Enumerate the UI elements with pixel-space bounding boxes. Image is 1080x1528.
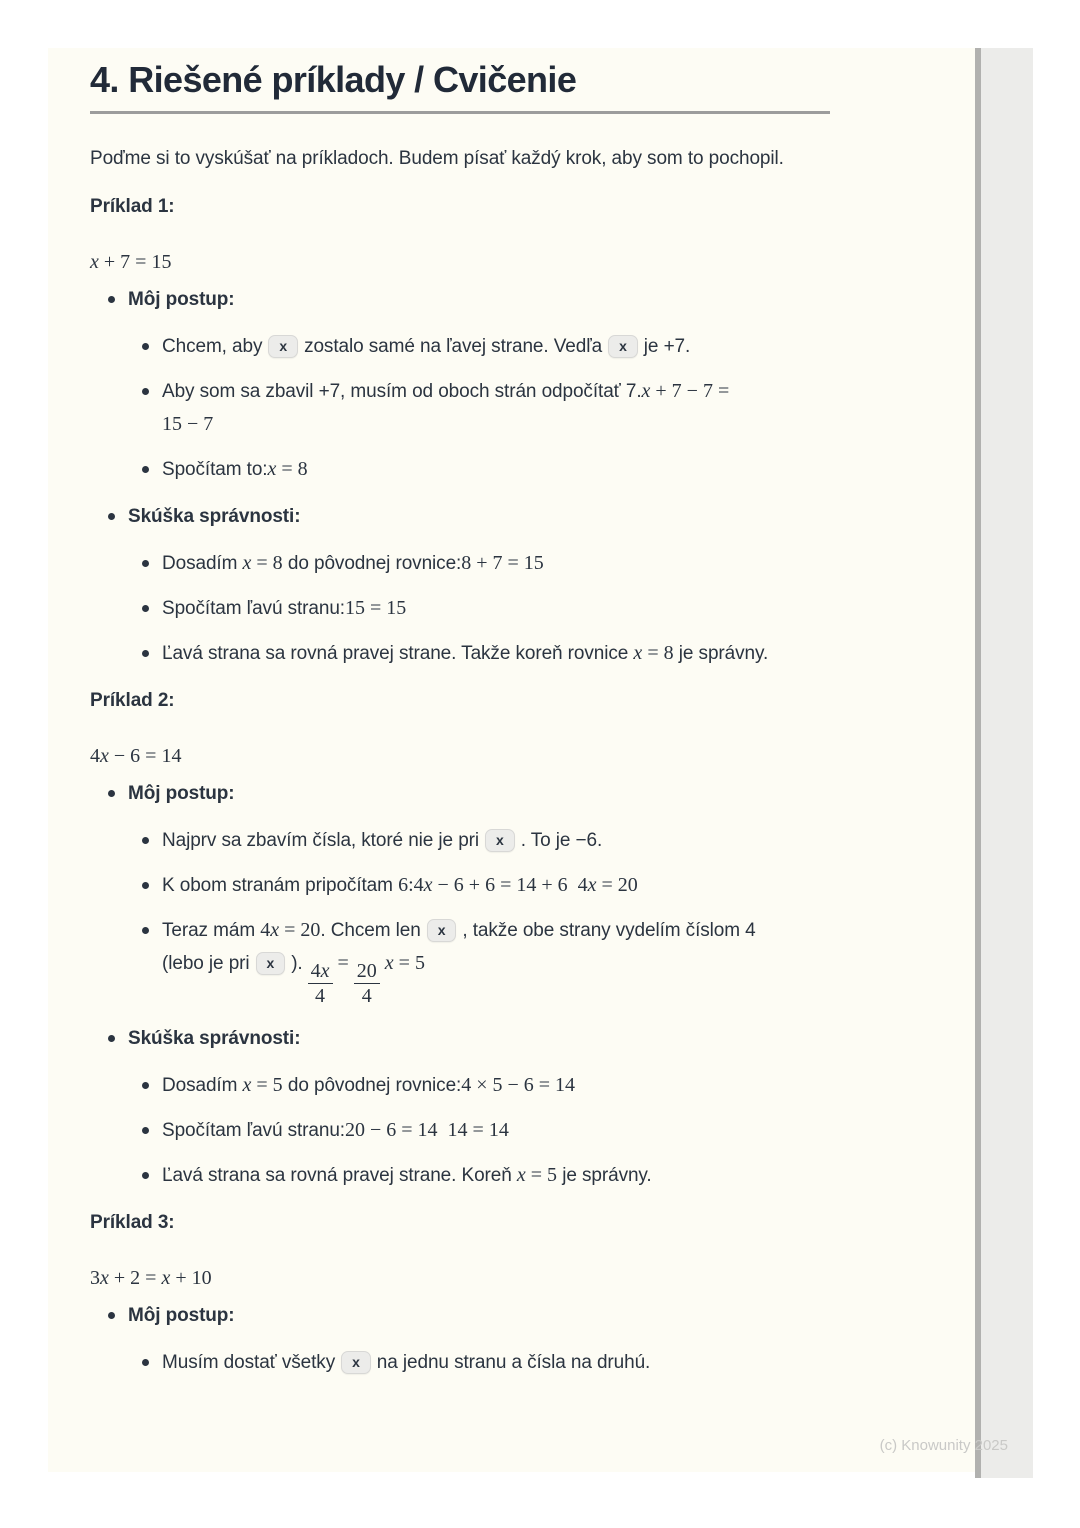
- ex1-check-2: [140, 592, 830, 625]
- text-run: . Chcem len: [320, 920, 421, 941]
- inline-key-x: x: [608, 335, 638, 358]
- scrollbar-track[interactable]: [975, 48, 1033, 1478]
- example-3-equation: 3x + 2 = x + 10: [90, 1267, 212, 1289]
- text-run: Ľavá strana sa rovná pravej strane. Takže koreň rovnice: [162, 643, 634, 664]
- text-run: Spočítam to:: [162, 459, 268, 480]
- math-run: x + 7 − 7 =: [641, 380, 730, 402]
- text-run: Aby som sa zbavil +7, musím od oboch strán odpočítať 7.: [162, 381, 642, 402]
- ex1-check-3: [140, 637, 830, 670]
- math-run: x = 5: [242, 1074, 283, 1096]
- math-run: x = 5: [516, 1164, 558, 1186]
- text-run: Chcem, aby: [162, 336, 263, 357]
- postup-label: Môj postup:: [128, 289, 235, 310]
- math-run: x = 5: [384, 952, 425, 974]
- fraction: [308, 959, 333, 1008]
- inline-key-x: x: [341, 1351, 371, 1374]
- fraction-denominator: 4: [361, 985, 372, 1007]
- example-1-skuska: [106, 500, 830, 670]
- scrollbar-thumb[interactable]: [975, 48, 981, 1478]
- ex1-check-1: [140, 547, 830, 580]
- text-run: Dosadím: [162, 1075, 243, 1096]
- math-run: 15 = 15: [344, 597, 407, 619]
- title-divider: [90, 111, 830, 114]
- example-1-list: [90, 283, 830, 670]
- text-run: Spočítam ľavú stranu:: [162, 1120, 345, 1141]
- inline-key-x: x: [485, 829, 515, 852]
- math-run: =: [337, 952, 349, 974]
- intro-paragraph: Poďme si to vyskúšať na príkladoch. Budem písať každý krok, aby som to pochopil.: [90, 148, 784, 169]
- text-run: je správny.: [673, 643, 769, 664]
- math-run: 15 − 7: [162, 413, 214, 435]
- ex2-step-1: [140, 824, 830, 857]
- skuska-label: Skúška správnosti:: [128, 1028, 301, 1049]
- skuska-label: Skúška správnosti:: [128, 506, 301, 527]
- fraction-numerator: 20: [354, 959, 380, 984]
- example-3-postup: [106, 1299, 830, 1379]
- ex2-step-3: [140, 914, 830, 1008]
- example-2-postup-steps: [128, 824, 830, 1008]
- text-run: ).: [291, 953, 303, 974]
- text-run: . To je −6.: [520, 830, 603, 851]
- inline-key-x: x: [268, 335, 298, 358]
- text-run: Teraz mám: [162, 920, 261, 941]
- ex1-step-1: [140, 330, 830, 363]
- math-run: x = 8: [633, 642, 674, 664]
- example-1-postup-steps: [128, 330, 830, 486]
- ex2-step-2: [140, 869, 830, 902]
- example-2-postup: [106, 777, 830, 1008]
- text-run: Spočítam ľavú stranu:: [162, 598, 345, 619]
- math-run: x = 8: [267, 458, 308, 480]
- example-3-heading: Príklad 3:: [90, 1212, 175, 1233]
- math-run: 8 + 7 = 15: [461, 552, 544, 574]
- document-card: [48, 48, 975, 1472]
- text-run: Musím dostať všetky: [162, 1352, 336, 1373]
- ex1-step-2: [140, 375, 830, 441]
- fraction-denominator: 4: [315, 985, 326, 1007]
- example-1-heading: Príklad 1:: [90, 196, 175, 217]
- example-1-skuska-steps: [128, 547, 830, 670]
- postup-label: Môj postup:: [128, 1305, 235, 1326]
- example-1-equation: x + 7 = 15: [90, 251, 172, 273]
- example-2-equation: 4x − 6 = 14: [90, 745, 182, 767]
- math-run: 4 × 5 − 6 = 14: [461, 1074, 576, 1096]
- text-run: do pôvodnej rovnice:: [282, 553, 462, 574]
- example-2-skuska: [106, 1022, 830, 1192]
- text-run: do pôvodnej rovnice:: [282, 1075, 462, 1096]
- content-column: [90, 48, 830, 1379]
- text-run: (lebo je pri: [162, 953, 250, 974]
- page-title: 4. Riešené príklady / Cvičenie: [90, 59, 577, 100]
- inline-key-x: x: [427, 919, 457, 942]
- example-2-heading: Príklad 2:: [90, 690, 175, 711]
- text-run: Najprv sa zbavím čísla, ktoré nie je pri: [162, 830, 480, 851]
- example-3-list: [90, 1299, 830, 1379]
- text-run: Ľavá strana sa rovná pravej strane. Koreň: [162, 1165, 517, 1186]
- postup-label: Môj postup:: [128, 783, 235, 804]
- example-2-skuska-steps: [128, 1069, 830, 1192]
- text-run: zostalo samé na ľavej strane. Vedľa: [304, 336, 603, 357]
- ex2-check-3: [140, 1159, 830, 1192]
- example-2-list: [90, 777, 830, 1192]
- inline-key-x: x: [256, 952, 286, 975]
- ex1-step-3: [140, 453, 830, 486]
- text-run: je správny.: [557, 1165, 652, 1186]
- watermark: (c) Knowunity 2025: [879, 1437, 1008, 1454]
- ex2-check-2: [140, 1114, 830, 1147]
- fraction-numerator: 4x: [308, 959, 333, 984]
- text-run: , takže obe strany vydelím číslom 4: [462, 920, 756, 941]
- example-1-postup: [106, 283, 830, 486]
- text-run: K obom stranám pripočítam: [162, 875, 399, 896]
- example-3-postup-steps: [128, 1346, 830, 1379]
- math-run: 4x = 20: [260, 919, 321, 941]
- math-run: 6:4x − 6 + 6 = 14 + 6 4x = 20: [398, 874, 638, 896]
- fraction: [354, 959, 380, 1008]
- text-run: je +7.: [643, 336, 691, 357]
- ex2-check-1: [140, 1069, 830, 1102]
- math-run: x = 8: [242, 552, 283, 574]
- text-run: Dosadím: [162, 553, 243, 574]
- ex3-step-1: [140, 1346, 830, 1379]
- math-run: 20 − 6 = 14 14 = 14: [344, 1119, 509, 1141]
- text-run: na jednu stranu a čísla na druhú.: [376, 1352, 651, 1373]
